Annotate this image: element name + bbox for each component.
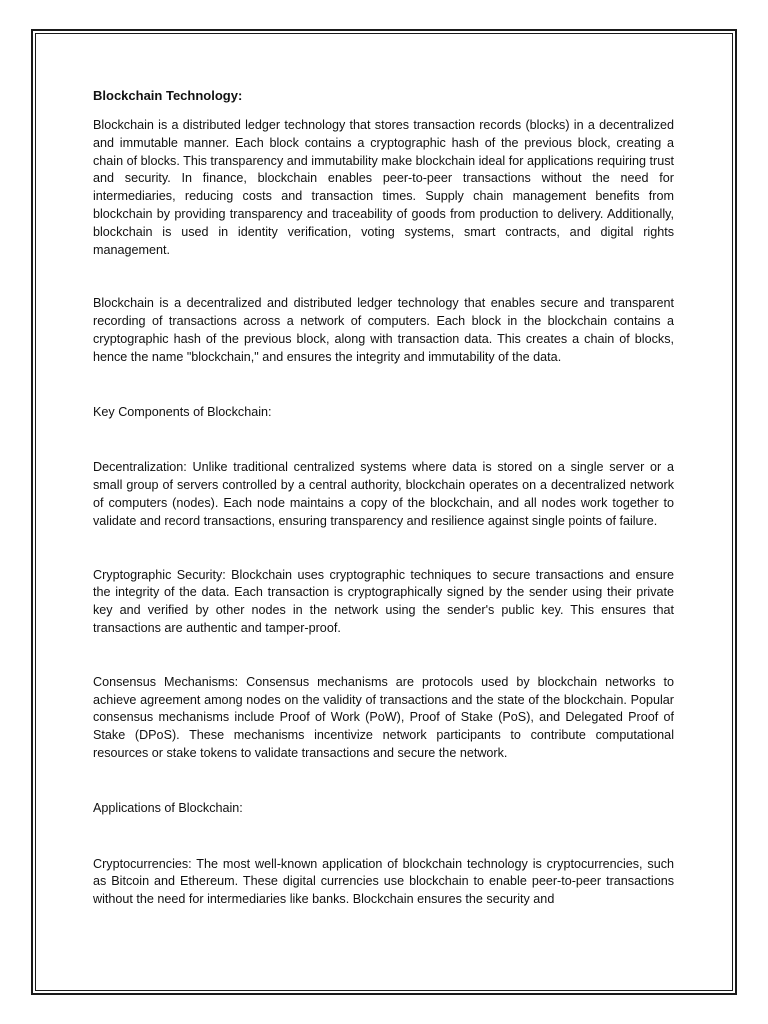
component-consensus-mechanisms: Consensus Mechanisms: Consensus mechanisms are protocols used by blockchain networks to achieve agreement among nodes on the validity of transactions and the state of the blockchain. Popular consensus mechanisms include Proof of Work (PoW), Proof of Stake (PoS), and Delegated Proof of Stake (DPoS). These mechanisms incentivize network participants to contribute computational resources or stake tokens to validate transactions and secure the network. [93, 674, 674, 760]
intro-paragraph-2: Blockchain is a decentralized and distributed ledger technology that enables secure and transparent recording of transactions across a network of computers. Each block in the blockchain contains a cryptographic hash of the previous block, along with transaction data. This creates a chain of blocks, hence the name "blockchain," and ensures the integrity and immutability of the data. [93, 296, 674, 364]
key-components-heading: Key Components of Blockchain: [93, 404, 272, 419]
intro-paragraph-1: Blockchain is a distributed ledger technology that stores transaction records (blocks) in a decentralized and immutable manner. Each block contains a cryptographic hash of the previous block, creating a chain of blocks. This transparency and immutability make blockchain ideal for applications requiring trust and security. In finance, blockchain enables peer-to-peer transactions without the need for intermediaries, reducing costs and transaction times. Supply chain management benefits from blockchain by providing transparency and traceability of goods from production to delivery. Additionally, blockchain is used in identity verification, voting systems, smart contracts, and digital rights management. [93, 118, 674, 257]
applications-heading: Applications of Blockchain: [93, 800, 243, 815]
document-body [93, 86, 674, 909]
document-title: Blockchain Technology: [93, 88, 243, 103]
component-decentralization: Decentralization: Unlike traditional centralized systems where data is stored on a single server or a small group of servers controlled by a central authority, blockchain operates on a decentralized network of computers (nodes). Each node maintains a copy of the blockchain, and all nodes work together to validate and record transactions, ensuring transparency and resilience against single points of failure. [93, 460, 674, 528]
component-cryptographic-security: Cryptographic Security: Blockchain uses cryptographic techniques to secure transactions and ensure the integrity of the data. Each transaction is cryptographically signed by the sender using their private key and verified by other nodes in the network using the sender's public key. This ensures that transactions are authentic and tamper-proof. [93, 567, 674, 635]
application-cryptocurrencies: Cryptocurrencies: The most well-known application of blockchain technology is cryptocurrencies, such as Bitcoin and Ethereum. These digital currencies use blockchain to enable peer-to-peer transactions without the need for intermediaries like banks. Blockchain ensures the security and [93, 856, 674, 907]
